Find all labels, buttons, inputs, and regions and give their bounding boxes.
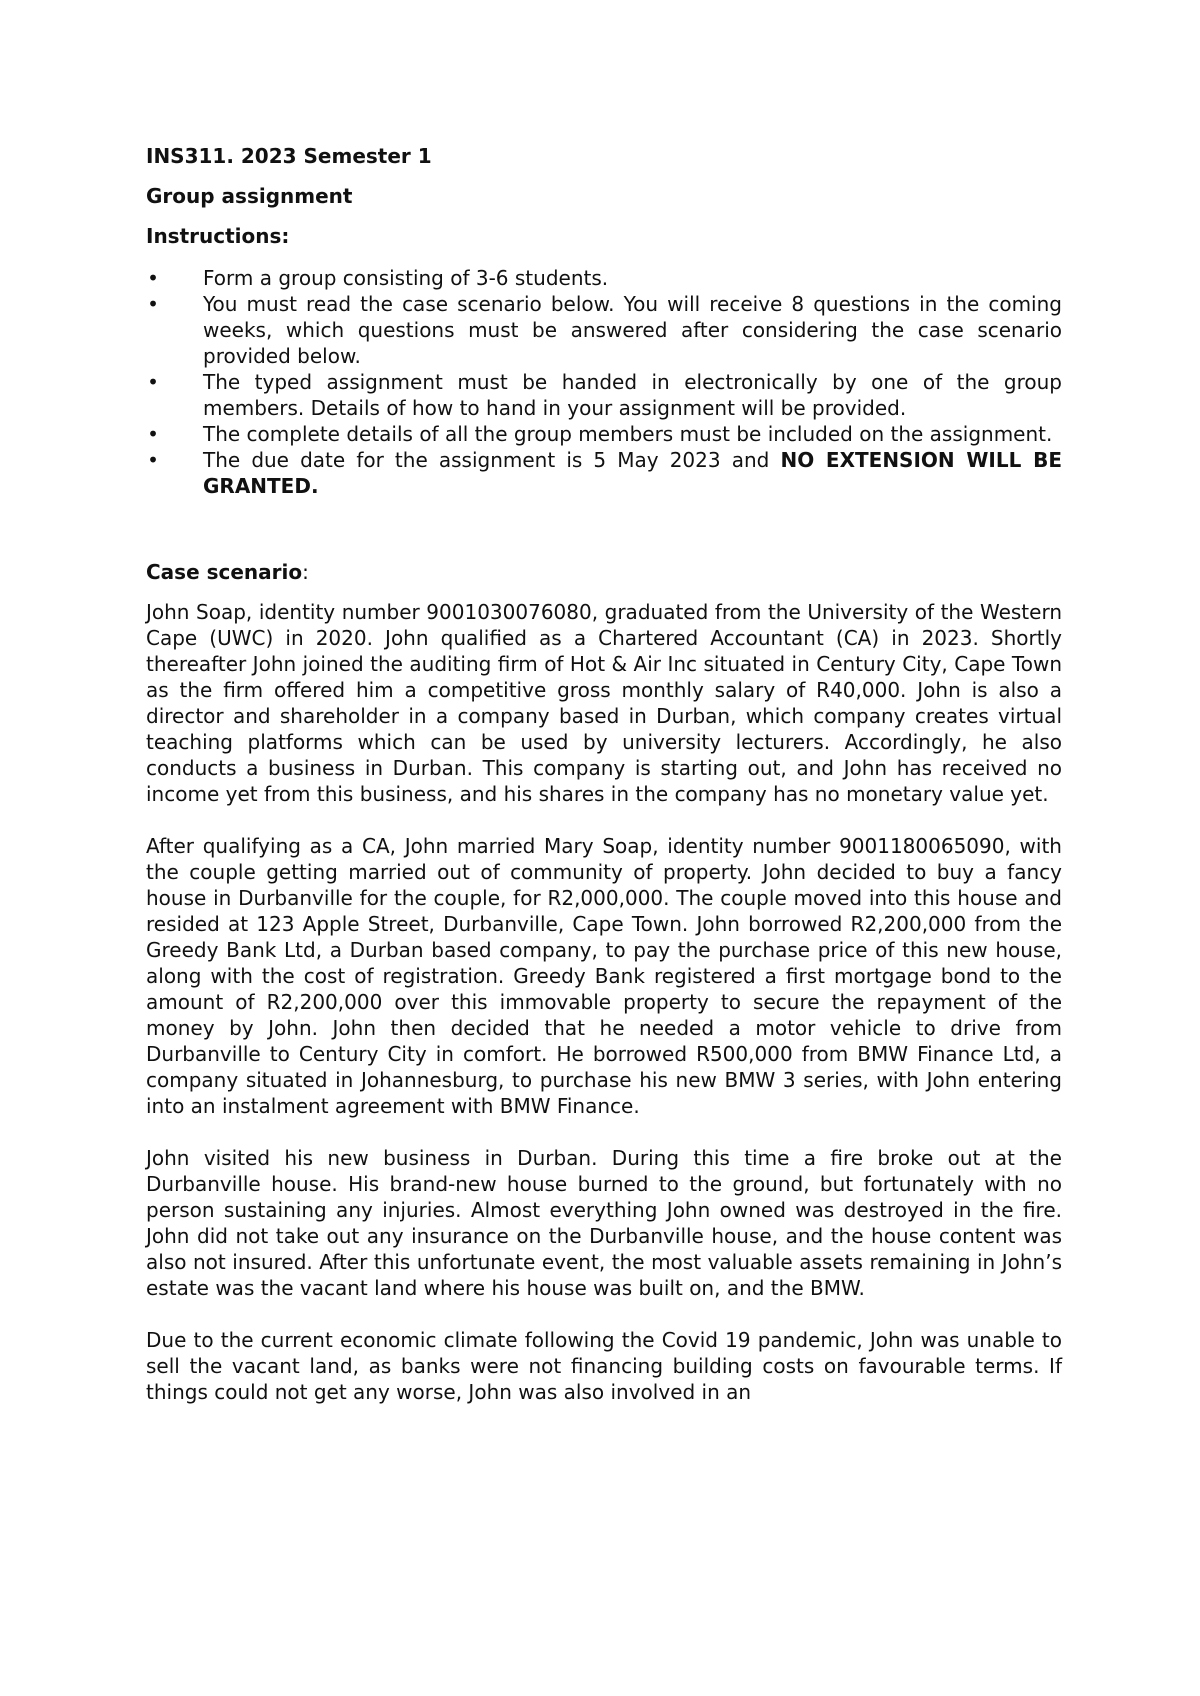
list-item [146,369,1062,421]
due-date-text: The due date for the assignment is 5 May 2023 and [203,448,781,472]
instructions-list [146,265,1062,499]
case-paragraph: After qualifying as a CA, John married Mary Soap, identity number 9001180065090, with the couple getting married out of community of property. John decided to buy a fancy house in Durbanville for the couple, for R2,000,000. The couple moved into this house and resided at 123 Apple Street, Durbanville, Cape Town. John borrowed R2,200,000 from the Greedy Bank Ltd, a Durban based company, to pay the purchase price of this new house, along with the cost of registration. Greedy Bank registered a first mortgage bond to the amount of R2,200,000 over this immovable property to secure the repayment of the money by John. John then decided that he needed a motor vehicle to drive from Durbanville to Century City in comfort. He borrowed R500,000 from BMW Finance Ltd, a company situated in Johannesburg, to purchase his new BMW 3 series, with John entering into an instalment agreement with BMW Finance. [146,834,1062,1118]
case-paragraph: John Soap, identity number 9001030076080, graduated from the University of the Western Cape (UWC) in 2020. John qualified as a Chartered Accountant (CA) in 2023. Shortly thereafter John joined the auditing firm of Hot & Air Inc situated in Century City, Cape Town as the firm offered him a competitive gross monthly salary of R40,000. John is also a director and shareholder in a company based in Durban, which company creates virtual teaching platforms which can be used by university lecturers. Accordingly, he also conducts a business in Durban. This company is starting out, and John has received no income yet from this business, and his shares in the company has no monetary value yet. [146,600,1062,806]
list-item [146,291,1062,369]
instructions-heading: Instructions: [146,224,290,248]
case-scenario-colon: : [302,560,309,584]
document-subtitle: Group assignment [146,184,353,208]
no-extension-notice: NO EXTENSION WILL BE GRANTED. [203,448,1062,498]
case-scenario-label: Case scenario [146,560,303,584]
bullet-icon: • [147,292,159,316]
list-item [146,421,1062,447]
list-item-text: The complete details of all the group members must be included on the assignment. [203,422,1053,446]
list-item-text: Form a group consisting of 3-6 students. [203,266,609,290]
list-item-text: You must read the case scenario below. You will receive 8 questions in the coming weeks, which questions must be answered after considering the case scenario provided below. [203,292,1062,368]
case-paragraph: John visited his new business in Durban. During this time a fire broke out at the Durbanville house. His brand-new house burned to the ground, but fortunately with no person sustaining any injuries. Almost everything John owned was destroyed in the fire. John did not take out any insurance on the Durbanville house, and the house content was also not insured. After this unfortunate event, the most valuable assets remaining in John’s estate was the vacant land where his house was built on, and the BMW. [146,1146,1062,1300]
list-item [146,265,1062,291]
bullet-icon: • [147,422,159,446]
list-item [146,447,1062,499]
case-paragraph: Due to the current economic climate following the Covid 19 pandemic, John was unable to sell the vacant land, as banks were not financing building costs on favourable terms. If things could not get any worse, John was also involved in an [146,1328,1062,1404]
bullet-icon: • [147,370,159,394]
bullet-icon: • [147,448,159,472]
document-title: INS311. 2023 Semester 1 [146,144,432,168]
document-page [146,143,1062,1431]
bullet-icon: • [147,266,159,290]
list-item-text: The typed assignment must be handed in electronically by one of the group members. Details of how to hand in your assignment will be provided. [203,370,1062,420]
case-scenario-heading [146,559,1062,585]
